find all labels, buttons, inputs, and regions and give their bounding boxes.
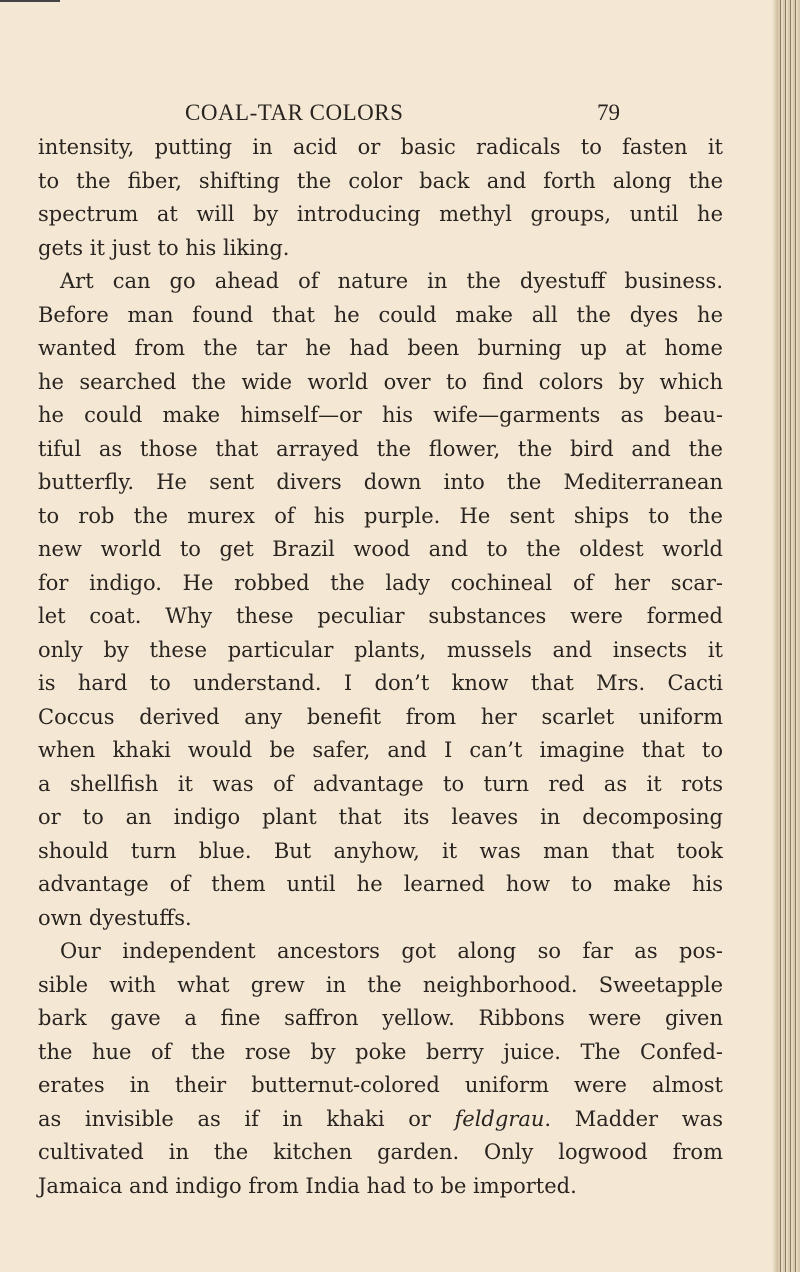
text-line: erates in their butternut-colored uniform were almost [38,1073,723,1097]
text-line: bark gave a fine saffron yellow. Ribbons were given [38,1006,723,1030]
text-line: advantage of them until he learned how to make his [38,872,723,896]
text-line: as invisible as if in khaki or feldgrau. Madder was [38,1106,723,1131]
text-line: sible with what grew in the neighborhood. Sweetapple [38,972,723,997]
text-line: Coccus derived any benefit from her scarlet uniform [38,704,723,729]
text-line: a shellfish it was of advantage to turn red as it rots [38,771,723,796]
text-line: to rob the murex of his purple. He sent ships to the [38,503,723,528]
text-line: Before man found that he could make all the dyes he [38,302,723,327]
text-line: he could make himself—or his wife—garments as beau- [38,403,723,427]
text-line: cultivated in the kitchen garden. Only logwood from [38,1140,723,1164]
book-page-edges [778,0,800,1272]
running-title: COAL-TAR COLORS [185,100,404,125]
text-line: should turn blue. But anyhow, it was man that took [38,838,723,863]
text-line: Our independent ancestors got along so far as pos- [60,939,723,963]
running-header [38,100,620,134]
text-line: tiful as those that arrayed the flower, the bird and the [38,436,723,461]
text-line: intensity, putting in acid or basic radicals to fasten it [38,135,723,159]
text-line: or to an indigo plant that its leaves in decomposing [38,805,723,829]
text-line: new world to get Brazil wood and to the oldest world [38,537,723,561]
scan-border [0,0,60,2]
text-line: Art can go ahead of nature in the dyestuff business. [60,269,723,293]
text-line: he searched the wide world over to find colors by which [38,369,723,394]
text-line: only by these particular plants, mussels and insects it [38,637,723,662]
text-line: the hue of the rose by poke berry juice. The Confed- [38,1039,723,1064]
text-line: own dyestuffs. [38,905,192,930]
text-line: is hard to understand. I don’t know that Mrs. Cacti [38,671,723,695]
text-line: for indigo. He robbed the lady cochineal of her scar- [38,570,723,595]
text-line: Jamaica and indigo from India had to be imported. [38,1173,577,1198]
text-line: when khaki would be safer, and I can’t imagine that to [38,738,723,762]
italic-term: feldgrau [454,1106,545,1131]
text-line: butterfly. He sent divers down into the Mediterranean [38,470,723,494]
body-text [38,131,723,1203]
text-line: let coat. Why these peculiar substances were formed [38,604,723,628]
text-line: to the fiber, shifting the color back and forth along the [38,168,723,193]
page-number: 79 [597,100,620,125]
text-line: gets it just to his liking. [38,235,290,260]
text-line: spectrum at will by introducing methyl groups, until he [38,202,723,226]
text-line: wanted from the tar he had been burning up at home [38,336,723,360]
